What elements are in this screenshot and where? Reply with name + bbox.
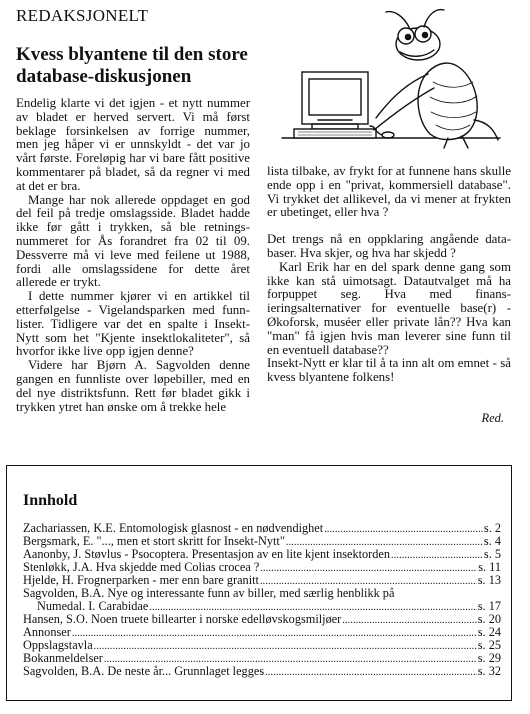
article-paragraph: lista tilbake, av frykt for at funnene hans skulle ende opp i en "privat, kommersiell database". Vi trykket det allikevel, da vi mener at frykten er ubetinget, eller hva ? bbox=[267, 164, 511, 220]
toc-entry-text: Zachariassen, K.E. Entomologisk glasnost - en nødvendighet bbox=[23, 521, 324, 535]
toc-page-number: s. 25 bbox=[477, 638, 501, 652]
toc-leader-dots bbox=[391, 549, 483, 562]
toc-page-number: s. 20 bbox=[477, 612, 501, 626]
section-label: REDAKSJONELT bbox=[16, 6, 149, 25]
illustration-drawing bbox=[278, 2, 514, 150]
toc-entry-text: Bokanmeldelser bbox=[23, 651, 103, 665]
article-paragraph: I dette nummer kjører vi en artikkel til etterfølgelse - Vigelandsparken med funn-lister. Tidligere var det en spalte i Insekt-Nytt som het "Kjente insektlokaliteter", så hvorfor ikke live opp igjen denne? bbox=[16, 289, 250, 359]
article-paragraph: Videre har Bjørn A. Sagvolden denne gangen en funnliste over løpebiller, med en del nye distriktsfunn. Rett før bladet gikk i trykken ytret han ønske om å trekke hele bbox=[16, 358, 250, 414]
toc-page-number: s. 29 bbox=[477, 651, 501, 665]
toc-page-number: s. 24 bbox=[477, 625, 501, 639]
toc-leader-dots bbox=[342, 614, 476, 627]
toc-entry-text: Aanonby, J. Støvlus - Psocoptera. Presentasjon av en lite kjent insektorden bbox=[23, 547, 391, 561]
toc-page-number: s. 5 bbox=[483, 547, 501, 561]
toc-leader-dots bbox=[72, 627, 477, 640]
toc-page-number: s. 11 bbox=[478, 560, 501, 574]
toc-leader-dots bbox=[94, 640, 477, 653]
toc-page-number: s. 32 bbox=[477, 664, 501, 678]
toc-entry-text: Sagvolden, B.A. Nye og interessante funn av biller, med særlig henblikk på bbox=[23, 586, 395, 600]
toc-leader-dots bbox=[324, 523, 483, 536]
toc-entry-text: Hansen, S.O. Noen truete billearter i norske edelløvskogsmiljøer bbox=[23, 612, 342, 626]
toc-entry-text: Hjelde, H. Frognerparken - mer enn bare granitt bbox=[23, 573, 259, 587]
toc-entry bbox=[23, 626, 501, 639]
article-headline: Kvess blyantene til den store database-diskusjonen bbox=[16, 44, 248, 87]
article-paragraph: Insekt-Nytt er klar til å ta inn alt om emnet - så kvess blyantene folkens! bbox=[267, 356, 511, 385]
toc-entry-text: Stenløkk, J.A. Hva skjedde med Colias crocea ? bbox=[23, 560, 260, 574]
toc-entry-text: Bergsmark, E. "..., men et stort skritt for Insekt-Nytt" bbox=[23, 534, 285, 548]
toc-page-number: s. 4 bbox=[483, 534, 501, 548]
toc-entry-text: Sagvolden, B.A. De neste år... Grunnlaget legges bbox=[23, 664, 265, 678]
toc-leader-dots bbox=[260, 562, 477, 575]
editor-signature: Red. bbox=[481, 411, 504, 425]
insect-at-computer-illustration bbox=[278, 2, 514, 150]
article-paragraph: Det trengs nå en oppklaring angående data-baser. Hva skjer, og hva har skjedd ? bbox=[267, 232, 511, 260]
toc-title: Innhold bbox=[23, 492, 78, 509]
toc-entry bbox=[23, 665, 501, 678]
toc-page-number: s. 2 bbox=[483, 521, 501, 535]
toc-page-number: s. 13 bbox=[477, 573, 501, 587]
toc-entry-text: Numedal. I. Carabidae bbox=[37, 599, 149, 613]
toc-page-number: s. 17 bbox=[477, 599, 501, 613]
toc-list bbox=[23, 522, 501, 678]
toc-entry-text: Oppslagstavla bbox=[23, 638, 93, 652]
article-paragraph: Karl Erik har en del spark denne gang som ikke kan stå uimotsagt. Datautvalget må ha forpuppet seg. Hva med finans-ieringsalternativer for eventuelle base(r) - Økoforsk, muséer eller private lån?? Hva kan "man" få igjen hvis man leverer sine funn til en eventuell database?? bbox=[267, 259, 511, 357]
article-left-column bbox=[16, 97, 250, 414]
toc-entry-text: Annonser bbox=[23, 625, 71, 639]
article-right-column bbox=[267, 165, 511, 385]
article-paragraph: Endelig klarte vi det igjen - et nytt nummer av bladet er herved servert. Vi må først beklage forsinkelsen av forrige nummer, men jeg håper vi er unnskyldt - det var jo vårt første. Foreløpig har vi bare fått positive kommentarer på bladet, så da regner vi med at det er bra. bbox=[16, 96, 250, 193]
toc-leader-dots bbox=[265, 666, 477, 679]
article-paragraph: Mange har nok allerede oppdaget en god del feil på tredje omslagsside. Bladet hadde ikke før gått i trykken, så ble retnings-nummeret for Ås forandret fra 02 til 09. Dessverre må vi leve med feilene ut 1988, fordi alle omslagssidene for dette året allerede er trykt. bbox=[16, 192, 250, 290]
toc-entry bbox=[23, 613, 501, 626]
table-of-contents bbox=[6, 465, 512, 701]
